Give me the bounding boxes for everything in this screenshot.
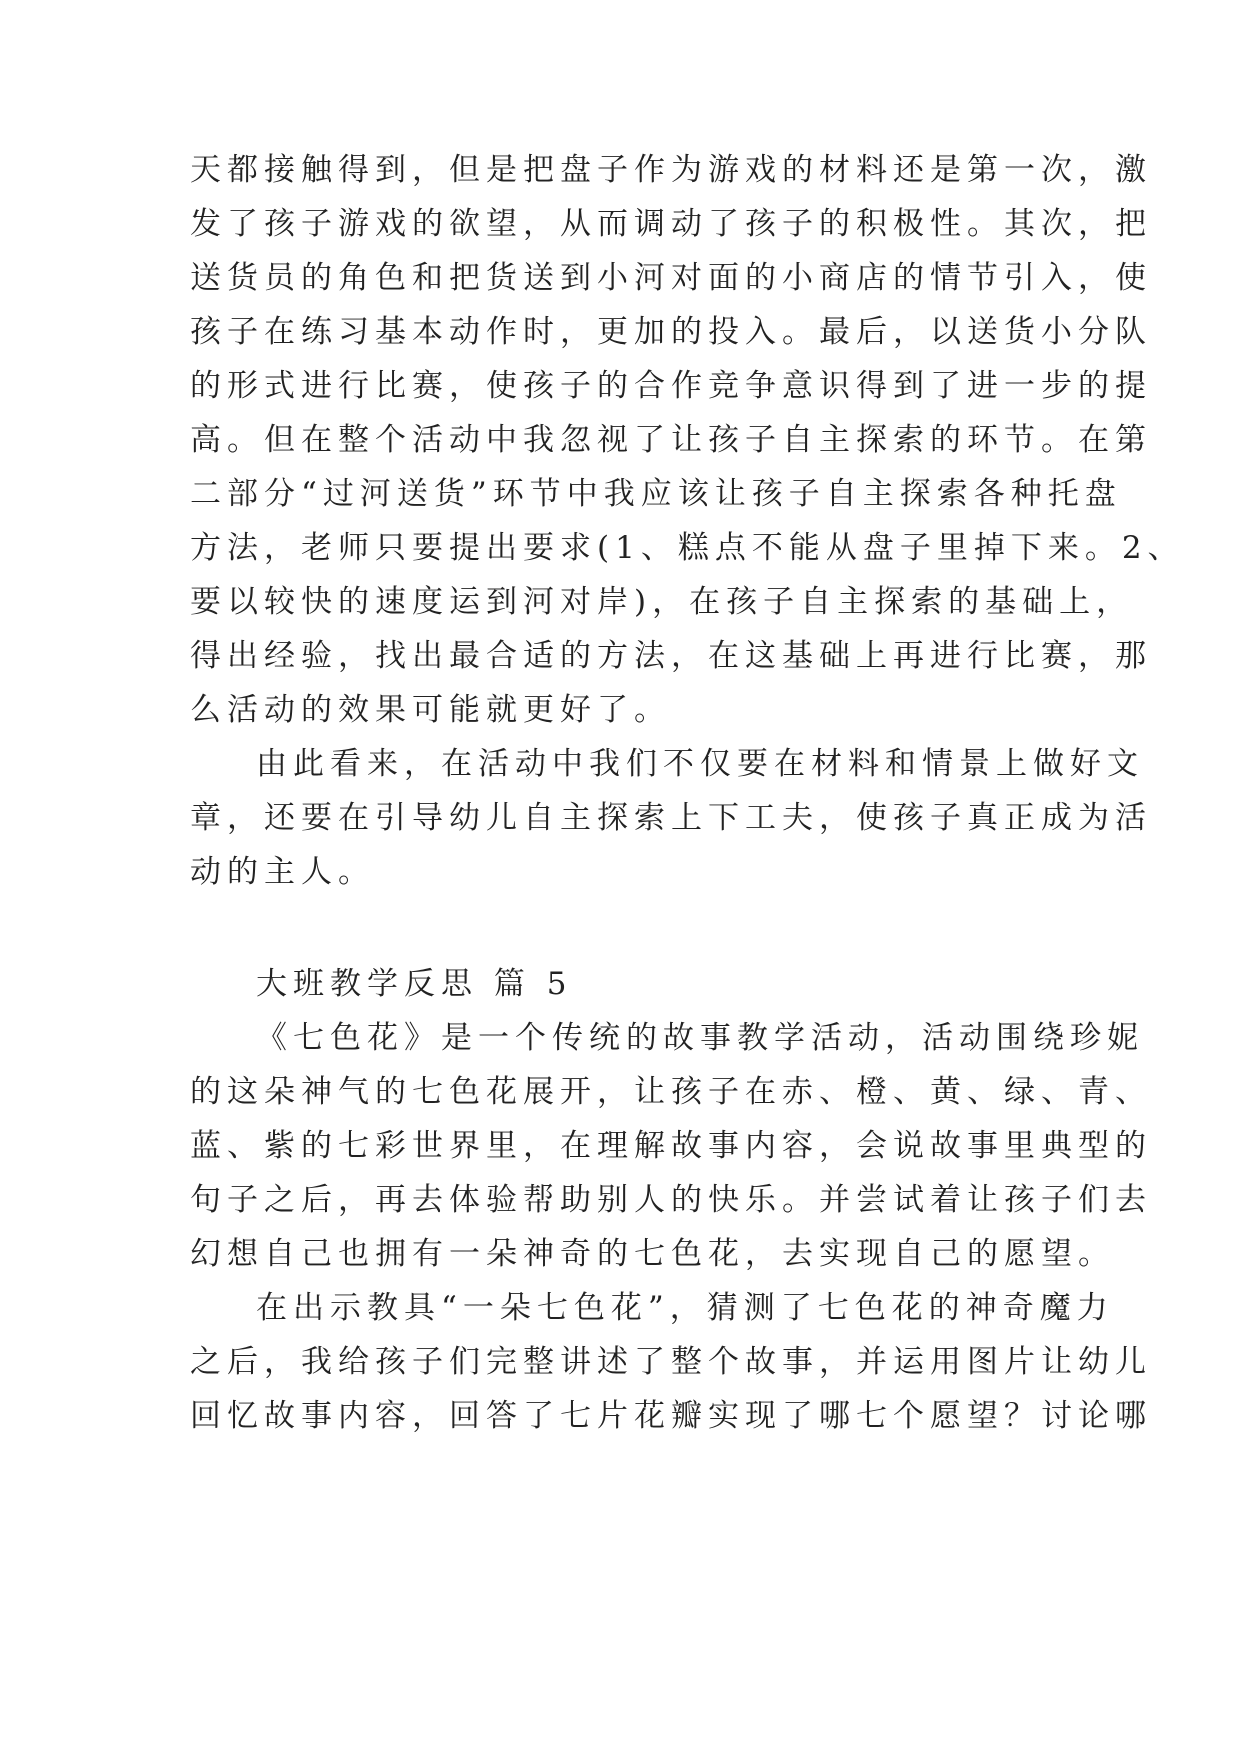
body-text-line: 么活动的效果可能就更好了。 <box>190 692 671 728</box>
body-text-line: 之后，我给孩子们完整讲述了整个故事，并运用图片让幼儿 <box>190 1344 1152 1380</box>
paragraph-start-line: 《七色花》是一个传统的故事教学活动，活动围绕珍妮 <box>256 1020 1144 1056</box>
body-text-line: 幻想自己也拥有一朵神奇的七色花，去实现自己的愿望。 <box>190 1236 1115 1272</box>
body-text-line: 句子之后，再去体验帮助别人的快乐。并尝试着让孩子们去 <box>190 1182 1152 1218</box>
body-text-line: 天都接触得到，但是把盘子作为游戏的材料还是第一次，激 <box>190 152 1152 188</box>
paragraph-start-line: 在出示教具“一朵七色花”，猜测了七色花的神奇魔力 <box>256 1290 1114 1326</box>
section-heading: 大班教学反思 篇 5 <box>256 966 573 1002</box>
paragraph-start-line: 由此看来，在活动中我们不仅要在材料和情景上做好文 <box>256 746 1144 782</box>
body-text-line: 蓝、紫的七彩世界里，在理解故事内容，会说故事里典型的 <box>190 1128 1152 1164</box>
body-text-line: 发了孩子游戏的欲望，从而调动了孩子的积极性。其次，把 <box>190 206 1152 242</box>
body-text-line: 的这朵神气的七色花展开，让孩子在赤、橙、黄、绿、青、 <box>190 1074 1152 1110</box>
body-text-line: 送货员的角色和把货送到小河对面的小商店的情节引入，使 <box>190 260 1152 296</box>
body-text-line: 高。但在整个活动中我忽视了让孩子自主探索的环节。在第 <box>190 422 1152 458</box>
body-text-line: 方法，老师只要提出要求(1、糕点不能从盘子里掉下来。2、 <box>190 530 1185 566</box>
body-text-line: 回忆故事内容，回答了七片花瓣实现了哪七个愿望？讨论哪 <box>190 1398 1152 1434</box>
body-text-line: 要以较快的速度运到河对岸)，在孩子自主探索的基础上， <box>190 584 1134 620</box>
body-text-line: 的形式进行比赛，使孩子的合作竞争意识得到了进一步的提 <box>190 368 1152 404</box>
body-text-line: 二部分“过河送货”环节中我应该让孩子自主探索各种托盘 <box>190 476 1122 512</box>
body-text-line: 孩子在练习基本动作时，更加的投入。最后，以送货小分队 <box>190 314 1152 350</box>
body-text-line: 得出经验，找出最合适的方法，在这基础上再进行比赛，那 <box>190 638 1152 674</box>
body-text-line: 动的主人。 <box>190 854 375 890</box>
body-text-line: 章，还要在引导幼儿自主探索上下工夫，使孩子真正成为活 <box>190 800 1152 836</box>
